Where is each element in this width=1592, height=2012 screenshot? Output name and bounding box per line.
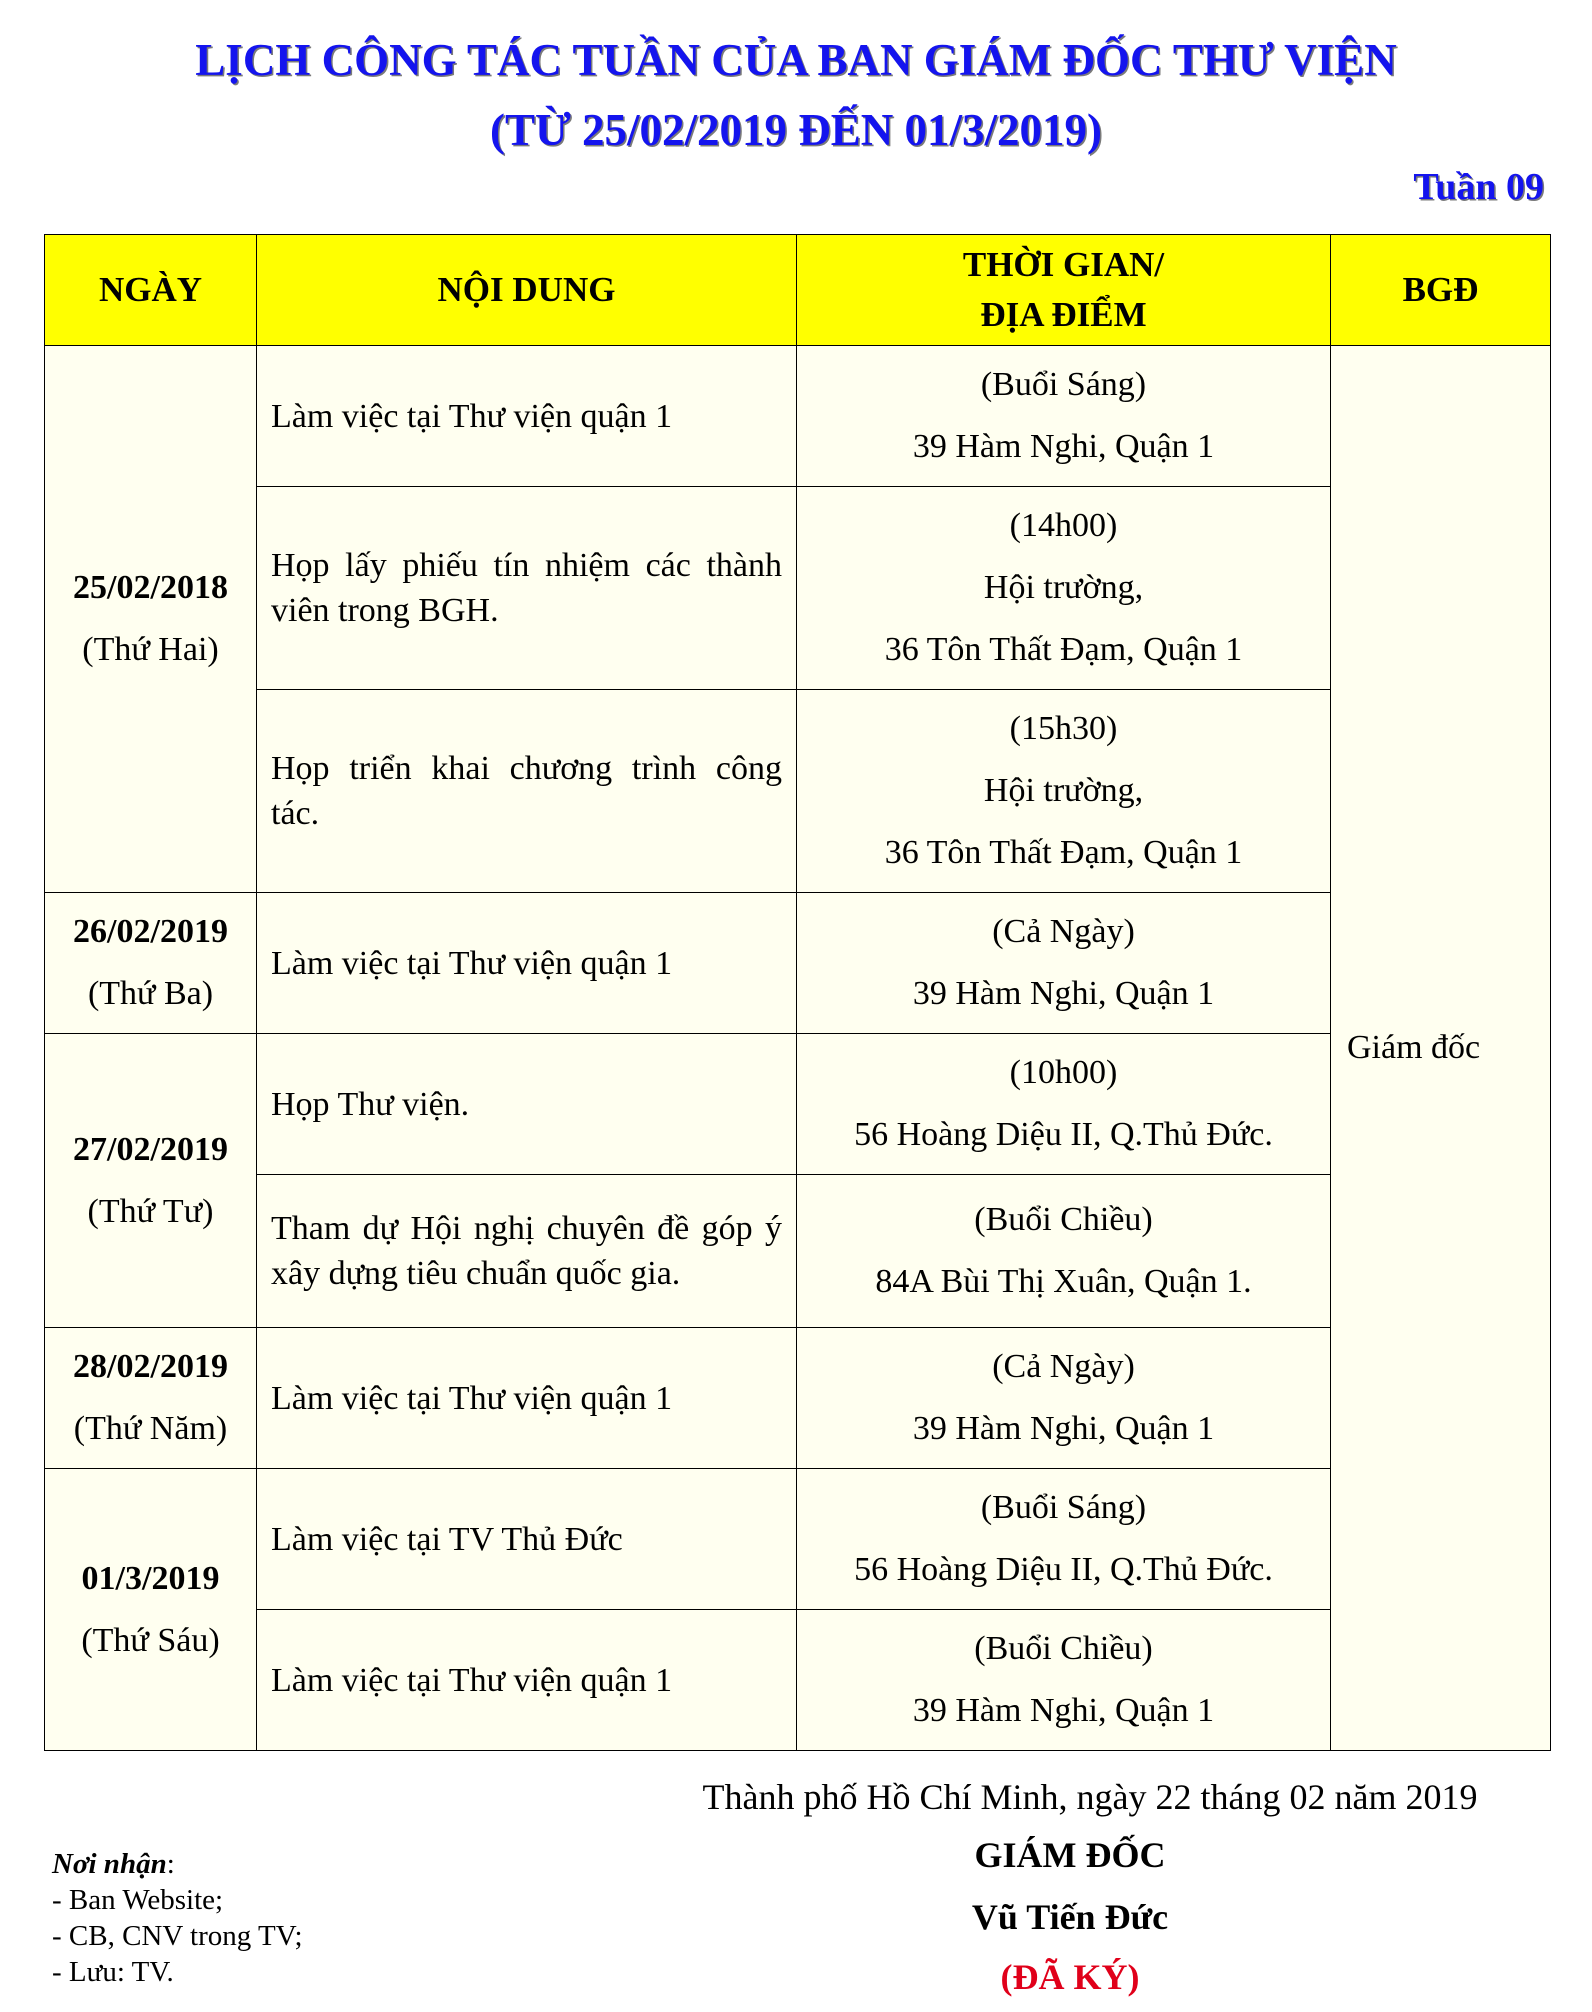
date-value: 27/02/2019 [73,1130,228,1168]
table-header-row [45,235,1551,346]
date-value: 25/02/2018 [73,569,228,606]
column-header-place: ĐỊA ĐIỂM [980,295,1147,334]
time-place-cell [797,1034,1331,1175]
time-value: (15h30) [1009,710,1118,747]
date-cell [45,893,257,1034]
time-place-cell [797,1175,1331,1328]
date-cell [45,346,257,893]
weekday-value: (Thứ Sáu) [81,1621,220,1659]
time-place-cell [797,346,1331,487]
weekday-value: (Thứ Hai) [82,631,219,668]
bgd-cell: Giám đốc [1331,346,1551,1751]
date-cell [45,1034,257,1328]
document-date-range: (TỪ 25/02/2019 ĐẾN 01/3/2019) [489,105,1103,155]
place-value: 39 Hàm Nghi, Quận 1 [912,1692,1215,1729]
recipient-item: - Ban Website; [52,1884,224,1916]
recipients-title: Nơi nhận [52,1848,167,1880]
content-cell: Làm việc tại Thư viện quận 1 [257,346,797,487]
place-value: 56 Hoàng Diệu II, Q.Thủ Đức. [854,1551,1273,1588]
column-header-date: NGÀY [45,235,257,346]
place-value: 84A Bùi Thị Xuân, Quận 1. [875,1263,1252,1300]
signature-name: Vũ Tiến Đức [971,1897,1169,1937]
weekday-value: (Thứ Năm) [73,1410,228,1447]
table-row [45,346,1551,487]
place-value: 56 Hoàng Diệu II, Q.Thủ Đức. [854,1116,1273,1153]
time-value: (Buổi Chiều) [974,1201,1153,1238]
signature-place-date: Thành phố Hồ Chí Minh, ngày 22 tháng 02 năm 2019 [702,1777,1478,1817]
place-value: Hội trường, [983,772,1144,809]
place-value: Hội trường, [983,569,1144,606]
date-cell [45,1469,257,1751]
place-value: 39 Hàm Nghi, Quận 1 [912,1410,1215,1447]
time-place-cell [797,1328,1331,1469]
content-cell: Họp triển khai chương trình công tác. [257,690,797,893]
time-value: (Buổi Sáng) [980,366,1147,403]
week-label: Tuần 09 [1413,166,1544,208]
content-cell: Họp lấy phiếu tín nhiệm các thành viên trong BGH. [257,487,797,690]
table-row [45,690,1551,893]
date-value: 26/02/2019 [73,913,228,950]
place-address: 36 Tôn Thất Đạm, Quận 1 [884,631,1243,668]
time-place-cell [797,690,1331,893]
time-value: (10h00) [1009,1054,1118,1091]
time-value: (Cả Ngày) [992,1348,1135,1385]
recipient-item: - Lưu: TV. [52,1956,174,1988]
weekday-value: (Thứ Ba) [87,975,214,1012]
column-header-bgd: BGĐ [1331,235,1551,346]
column-header-time: THỜI GIAN/ [962,245,1165,284]
column-header-time-place [797,235,1331,346]
place-address: 36 Tôn Thất Đạm, Quận 1 [884,834,1243,871]
table-row [45,1469,1551,1610]
content-cell: Làm việc tại Thư viện quận 1 [257,1328,797,1469]
column-header-content: NỘI DUNG [257,235,797,346]
content-cell: Làm việc tại TV Thủ Đức [257,1469,797,1610]
schedule-table [44,234,1551,1751]
recipients-block [52,1846,303,1990]
time-place-cell [797,487,1331,690]
date-value: 01/3/2019 [81,1559,220,1597]
table-row [45,1328,1551,1469]
table-row [45,487,1551,690]
table-row [45,893,1551,1034]
place-value: 39 Hàm Nghi, Quận 1 [912,975,1215,1012]
time-place-cell [797,893,1331,1034]
signed-stamp: (ĐÃ KÝ) [1000,1957,1140,1997]
date-cell [45,1328,257,1469]
time-value: (Buổi Chiều) [974,1630,1153,1667]
date-value: 28/02/2019 [73,1348,228,1385]
place-value: 39 Hàm Nghi, Quận 1 [912,428,1215,465]
table-row [45,1175,1551,1328]
time-value: (Buổi Sáng) [980,1489,1147,1526]
recipient-item: - CB, CNV trong TV; [52,1920,303,1952]
weekday-value: (Thứ Tư) [87,1192,214,1230]
time-value: (14h00) [1009,507,1118,544]
document-title: LỊCH CÔNG TÁC TUẦN CỦA BAN GIÁM ĐỐC THƯ VIỆN [195,35,1397,85]
content-cell: Làm việc tại Thư viện quận 1 [257,1610,797,1751]
table-row [45,1034,1551,1175]
content-cell: Làm việc tại Thư viện quận 1 [257,893,797,1034]
time-place-cell [797,1610,1331,1751]
content-cell: Họp Thư viện. [257,1034,797,1175]
recipients-heading: Nơi nhận: [52,1848,175,1880]
time-place-cell [797,1469,1331,1610]
time-value: (Cả Ngày) [992,913,1135,950]
signature-role: GIÁM ĐỐC [974,1835,1166,1875]
table-row [45,1610,1551,1751]
content-cell: Tham dự Hội nghị chuyên đề góp ý xây dựng tiêu chuẩn quốc gia. [257,1175,797,1328]
